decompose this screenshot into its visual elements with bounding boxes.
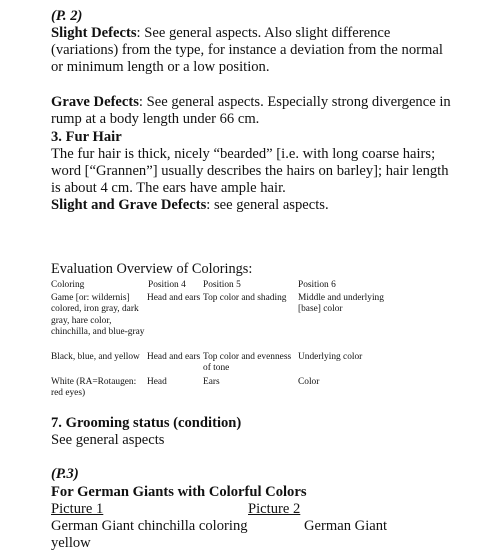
table-cell: Head and ears xyxy=(147,352,201,362)
coloring-overview-table xyxy=(51,280,386,401)
table-cell: Color xyxy=(298,377,320,387)
picture-1-caption: German Giant chinchilla coloring xyxy=(51,518,248,534)
page-marker-3: (P.3) xyxy=(51,466,79,482)
fur-defects-text: : see general aspects. xyxy=(206,197,329,213)
table-header-row xyxy=(51,280,386,293)
slight-defects-label: Slight Defects xyxy=(51,25,137,41)
table-cell: Head xyxy=(147,377,167,387)
coloring-overview-title: Evaluation Overview of Colorings: xyxy=(51,261,253,277)
slight-defects-paragraph xyxy=(51,25,456,77)
grooming-text: See general aspects xyxy=(51,432,165,448)
table-header-cell: Position 4 xyxy=(148,280,186,290)
table-header-cell: Position 6 xyxy=(298,280,336,290)
table-cell: Game [or: wildernis] colored, iron gray, dark gray, hare color, chinchilla, and blue-gray xyxy=(51,293,145,338)
fur-defects-label: Slight and Grave Defects xyxy=(51,197,207,213)
table-cell: Top color and evenness of tone xyxy=(203,352,292,374)
table-cell: Black, blue, and yellow xyxy=(51,352,140,362)
grave-defects-label: Grave Defects xyxy=(51,94,139,110)
fur-hair-heading: 3. Fur Hair xyxy=(51,129,122,145)
colorful-colors-heading: For German Giants with Colorful Colors xyxy=(51,484,307,500)
table-row xyxy=(51,293,386,352)
picture-2-caption-continuation: yellow xyxy=(51,535,91,551)
picture-2-caption: German Giant xyxy=(304,518,388,534)
table-cell: Underlying color xyxy=(298,352,363,362)
grave-defects-text: : See general aspects. Especially strong divergence in rump at a body length under 66 cm. xyxy=(51,94,451,128)
page-marker-2: (P. 2) xyxy=(51,8,83,24)
table-cell: Head and ears xyxy=(147,293,201,303)
table-row xyxy=(51,352,386,377)
table-cell: Middle and underlying [base] color xyxy=(298,293,384,315)
picture-2-caption-part xyxy=(304,518,414,535)
table-header-cell: Coloring xyxy=(51,280,85,290)
picture-1-label: Picture 1 xyxy=(51,501,104,517)
fur-hair-paragraph: The fur hair is thick, nicely “bearded” [i.e. with long coarse hairs; word [“Grannen”] usually describes the hairs on barley]; hair length is about 4 cm. The ears have ample hair. xyxy=(51,146,449,197)
fur-defects-paragraph xyxy=(51,197,456,214)
table-cell: White (RA=Rotaugen: red eyes) xyxy=(51,377,137,399)
picture-2-label: Picture 2 xyxy=(248,501,301,517)
table-cell: Top color and shading xyxy=(203,293,287,303)
table-cell: Ears xyxy=(203,377,220,387)
table-header-cell: Position 5 xyxy=(203,280,241,290)
table-row xyxy=(51,377,386,401)
grooming-heading: 7. Grooming status (condition) xyxy=(51,415,242,431)
slight-defects-text: : See general aspects. Also slight difference (variations) from the type, for instance a deviation from the normal or minimum length or a low position. xyxy=(51,25,443,76)
grave-defects-paragraph xyxy=(51,94,456,128)
